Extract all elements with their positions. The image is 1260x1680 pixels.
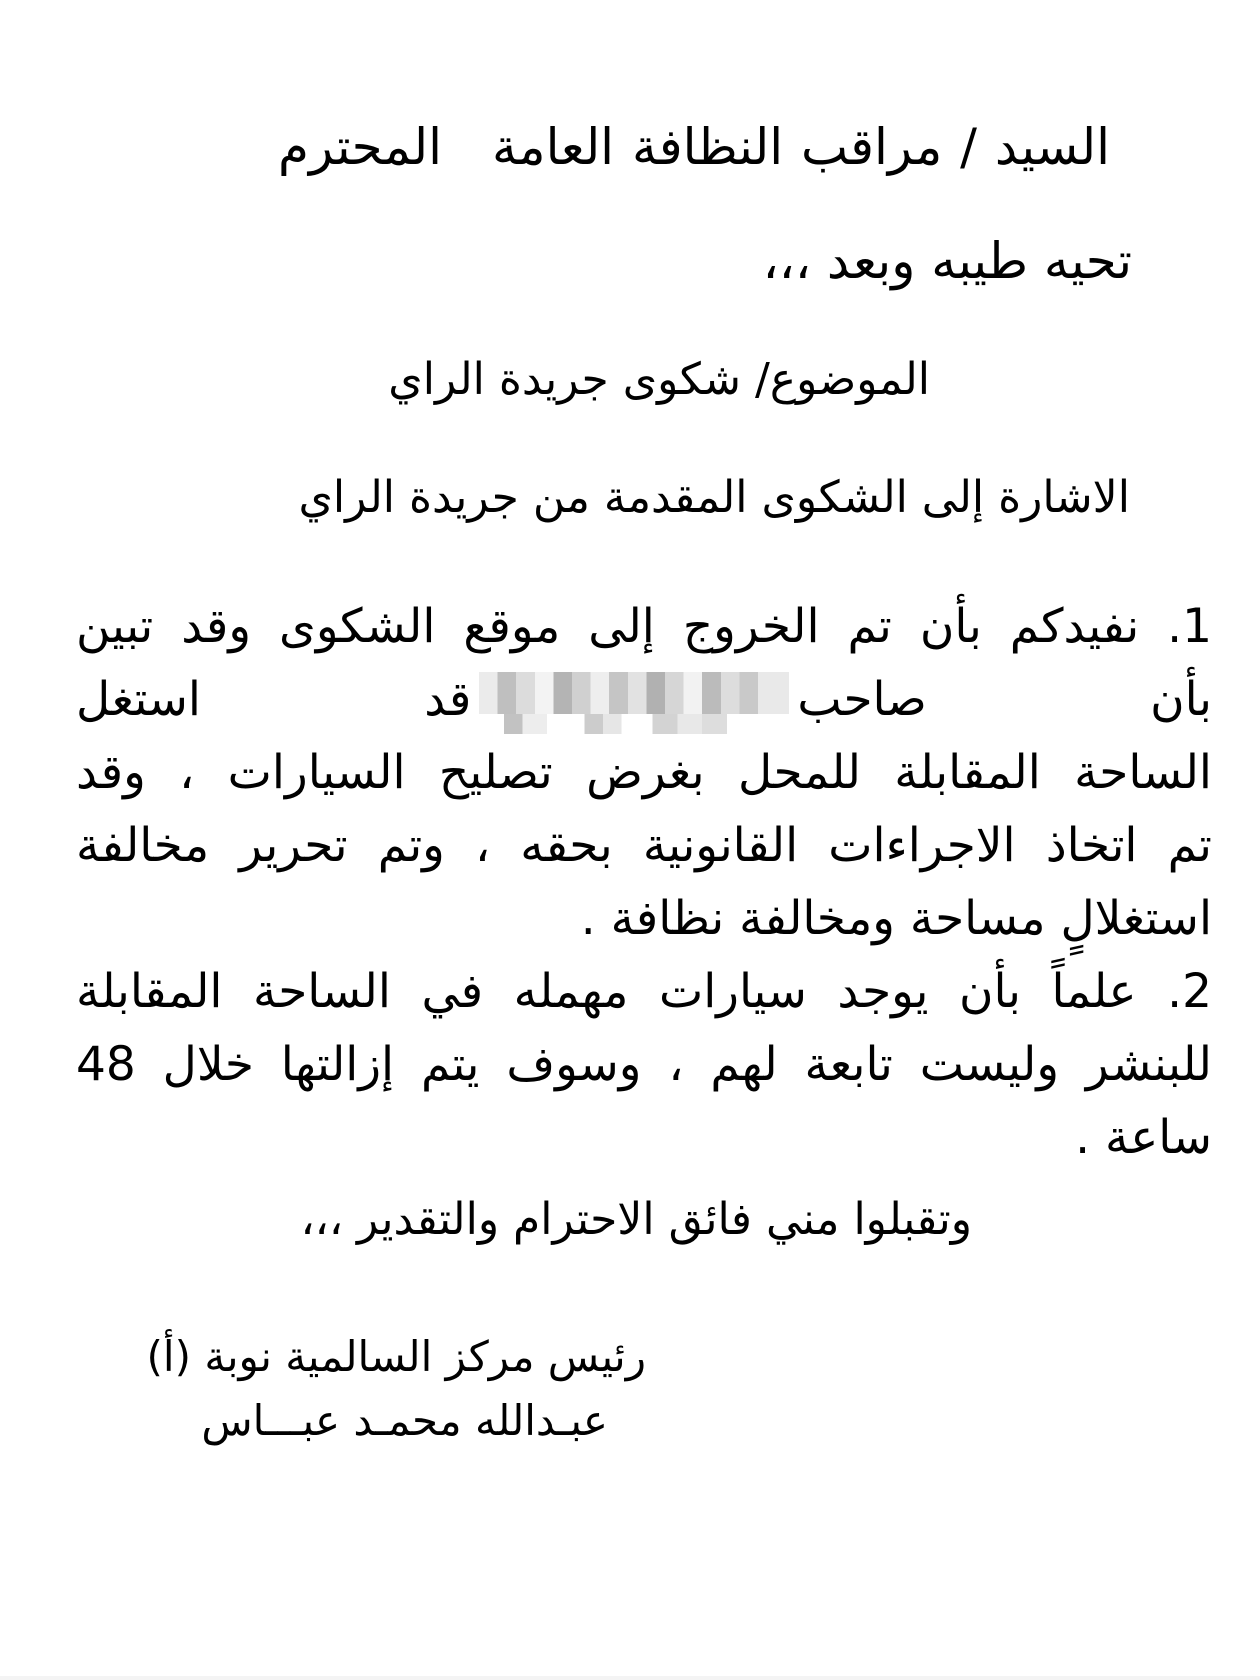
signature-name: عبـدالله محمـد عبـــاس (201, 1396, 608, 1445)
closing-line: وتقبلوا مني فائق الاحترام والتقدير ،،، (300, 1194, 972, 1245)
body-line: للبنشر وليست تابعة لهم ، وسوف يتم إزالتها خلال 48 (76, 1037, 1212, 1092)
salutation (278, 118, 1110, 176)
body-line: الساحة المقابلة للمحل بغرض تصليح السيارات ، وقد (76, 745, 1212, 800)
redacted-name-block (479, 672, 789, 734)
body-line: 1. نفيدكم بأن تم الخروج إلى موقع الشكوى وقد تبين (76, 599, 1212, 654)
body-line-after-redaction: قد استغل (76, 672, 472, 727)
reference-line: الاشارة إلى الشكوى المقدمة من جريدة الراي (298, 472, 1130, 523)
body-line: تم اتخاذ الاجراءات القانونية بحقه ، وتم تحرير مخالفة (76, 818, 1212, 873)
body-line-with-redaction (76, 663, 1212, 736)
greeting: تحيه طيبه وبعد ،،، (762, 232, 1132, 290)
subject-line: الموضوع/ شكوى جريدة الراي (388, 354, 930, 405)
salutation-addressee: السيد / مراقب النظافة العامة (492, 118, 1110, 176)
letter-body (76, 590, 1212, 1174)
body-line-before-redaction: بأن صاحب (797, 672, 1213, 727)
body-line: ساعة . (1075, 1110, 1212, 1165)
signature-title: رئيس مركز السالمية نوبة (أ) (146, 1332, 646, 1381)
body-line: 2. علماً بأن يوجد سيارات مهمله في الساحة المقابلة (76, 964, 1212, 1019)
body-line: استغلالٍ مساحة ومخالفة نظافة . (580, 891, 1212, 946)
salutation-honorific: المحترم (278, 118, 442, 176)
scan-bottom-edge (0, 1676, 1260, 1680)
